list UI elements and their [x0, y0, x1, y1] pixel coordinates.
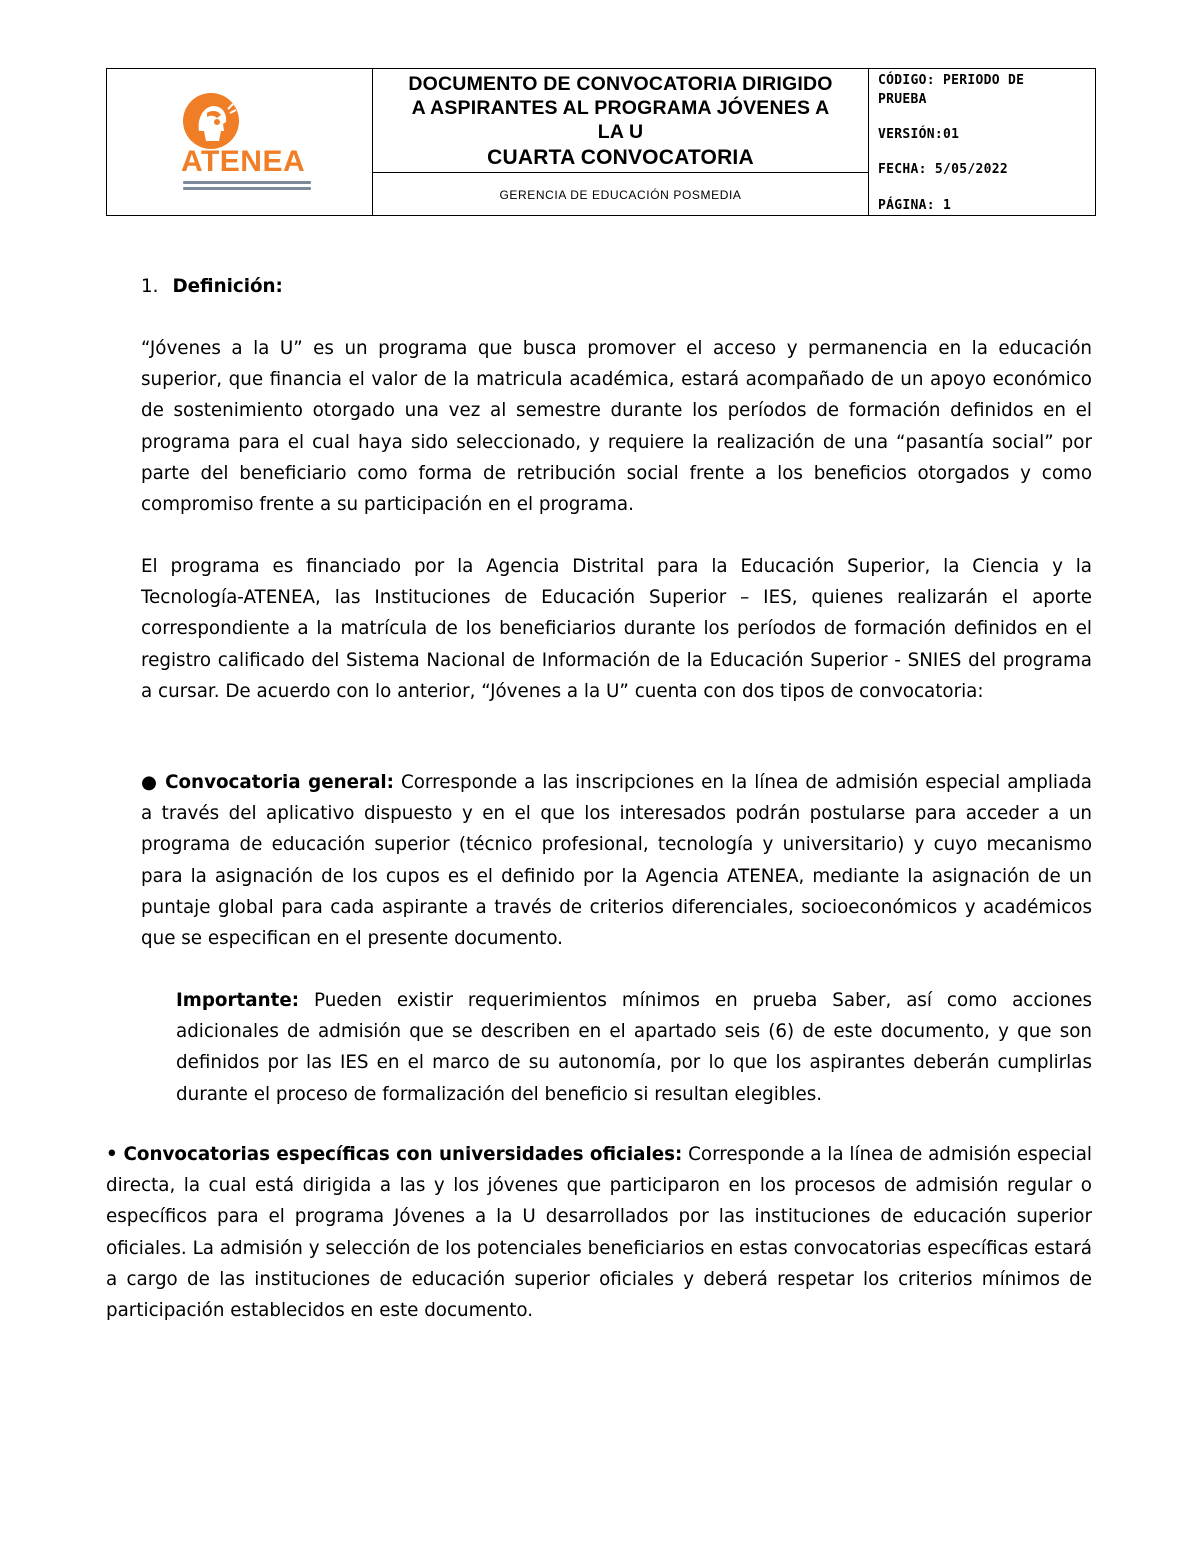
bullet: ● — [141, 772, 159, 793]
bullet: • — [106, 1144, 118, 1165]
date-label: FECHA: 5/05/2022 — [878, 162, 1009, 177]
meta-cell — [869, 69, 1095, 215]
paragraph-text: Pueden existir requerimientos mínimos en prueba Saber, así como acciones adicionales de admisión que se describen en el apartado seis (6) de este documento, y que son definidos por las IES en el marco de su autonomía, por lo que los aspirantes deberán cumplirlas durante el proceso de formalización del beneficio si resultan elegibles. — [176, 990, 1093, 1105]
logo-wordmark: ATENEA — [181, 145, 306, 178]
section-number: 1. — [141, 276, 159, 297]
title-cell — [373, 69, 869, 215]
paragraph-label: Convocatoria general: — [165, 772, 394, 793]
title-line: A ASPIRANTES AL PROGRAMA JÓVENES A — [411, 97, 830, 119]
paragraph-definition — [141, 333, 1092, 520]
paragraph-text: El programa es financiado por la Agencia Distrital para la Educación Superior, la Ciencia y la Tecnología-ATENEA, las Instituciones de Educación Superior – IES, quienes realizarán el aporte correspondiente a la matrícula de los beneficiarios durante los períodos de formación definidos en el registro calificado del Sistema Nacional de Información de la Educación Superior - SNIES del programa a cursar. De acuerdo con lo anterior, “Jóvenes a la U” cuenta con dos tipos de convocatoria: — [141, 556, 1092, 702]
code-label: CÓDIGO: PERIODO DE — [878, 73, 1025, 88]
paragraph-financing — [141, 551, 1092, 707]
code-value: PRUEBA — [878, 92, 927, 107]
document-header-table — [106, 68, 1096, 216]
document-title — [373, 69, 868, 173]
title-line: LA U — [597, 121, 644, 143]
paragraph-text: Corresponde a las inscripciones en la línea de admisión especial ampliada a través del aplicativo dispuesto y en el que los interesados podrán postularse para acceder a un programa de educación superior (técnico profesional, tecnología y universitario) y cuyo mecanismo para la asignación de los cupos es el definido por la Agencia ATENEA, mediante la asignación de un puntaje global para cada aspirante a través de criterios diferenciales, socioeconómicos y académicos que se especifican en el presente documento. — [141, 772, 1093, 950]
logo-tagline-line — [183, 181, 311, 184]
department-name: GERENCIA DE EDUCACIÓN POSMEDIA — [499, 188, 742, 202]
paragraph-convocatorias-especificas — [106, 1139, 1092, 1326]
atenea-logo-icon — [177, 91, 247, 151]
convocatoria-subtitle: CUARTA CONVOCATORIA — [487, 146, 754, 169]
version-label: VERSIÓN:01 — [878, 127, 960, 142]
page-label: PÁGINA: 1 — [878, 198, 952, 213]
paragraph-text: “Jóvenes a la U” es un programa que busca promover el acceso y permanencia en la educación superior, que financia el valor de la matricula académica, estará acompañado de un apoyo económico de sostenimiento otorgado una vez al semestre durante los períodos de formación definidos en el programa para el cual haya sido seleccionado, y requiere la realización de una “pasantía social” por parte del beneficiario como forma de retribución social frente a los beneficios otorgados y como compromiso frente a su participación en el programa. — [141, 338, 1092, 516]
logo-cell — [107, 69, 373, 215]
logo-tagline-line — [183, 187, 311, 190]
title-line: DOCUMENTO DE CONVOCATORIA DIRIGIDO — [408, 73, 833, 95]
section-title: Definición: — [172, 276, 283, 297]
paragraph-importante — [176, 985, 1092, 1110]
paragraph-label: Convocatorias específicas con universidades oficiales: — [123, 1144, 683, 1165]
paragraph-convocatoria-general — [141, 767, 1092, 954]
paragraph-text: Corresponde a la línea de admisión especial directa, la cual está dirigida a las y los jóvenes que participaron en los procesos de admisión regular o específicos para el programa Jóvenes a la U desarrollados por las instituciones de educación superior oficiales. La admisión y selección de los potenciales beneficiarios en estas convocatorias específicas estará a cargo de las instituciones de educación superior oficiales y deberá respetar los criterios mínimos de participación establecidos en este documento. — [106, 1144, 1093, 1322]
section-heading — [141, 271, 283, 302]
paragraph-label: Importante: — [176, 990, 300, 1011]
